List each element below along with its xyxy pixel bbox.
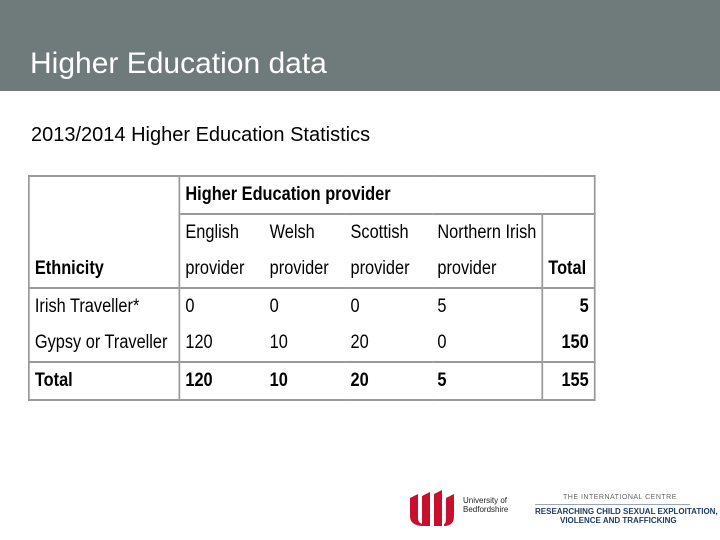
provider-header-scottish-1: Scottish (345, 214, 432, 251)
university-logo-text: University of Bedfordshire (463, 496, 509, 514)
provider-header-northern-irish-1: Northern Irish (432, 214, 542, 251)
cell-value: 0 (265, 288, 346, 325)
centre-logo-line3: VIOLENCE AND TRAFFICKING (560, 516, 677, 525)
cell-value: 10 (265, 325, 346, 362)
cell-value: 5 (432, 288, 542, 325)
cell-value: 120 (179, 325, 264, 362)
table-header-row-group (29, 176, 595, 214)
total-row-label: Total (29, 362, 180, 400)
grand-total: 155 (542, 362, 594, 400)
cell-value: 20 (345, 325, 432, 362)
higher-education-table (28, 175, 596, 401)
total-cell-value: 5 (432, 362, 542, 400)
provider-header-welsh-1: Welsh (265, 214, 346, 251)
row-total: 5 (542, 288, 594, 325)
cell-value: 0 (179, 288, 264, 325)
table-row (29, 325, 595, 362)
provider-header-welsh-2: provider (265, 251, 346, 288)
centre-logo-line2: RESEARCHING CHILD SEXUAL EXPLOITATION, (535, 507, 718, 516)
provider-header-scottish-2: provider (345, 251, 432, 288)
ethnicity-header: Ethnicity (29, 251, 180, 288)
total-cell-value: 20 (345, 362, 432, 400)
provider-header-northern-irish-2: provider (432, 251, 542, 288)
slide-subtitle: 2013/2014 Higher Education Statistics (31, 124, 371, 146)
cell-value: 0 (432, 325, 542, 362)
header-empty-cell (29, 176, 180, 214)
total-header: Total (542, 251, 594, 288)
total-cell-value: 10 (265, 362, 346, 400)
total-cell-value: 120 (179, 362, 264, 400)
slide-title: Higher Education data (30, 47, 327, 80)
table-row (29, 288, 595, 325)
table-header-row-providers-2 (29, 251, 595, 288)
header-empty-cell (29, 214, 180, 251)
row-label: Irish Traveller* (29, 288, 180, 325)
provider-header-english-2: provider (179, 251, 264, 288)
table-total-row (29, 362, 595, 400)
row-label: Gypsy or Traveller (29, 325, 180, 362)
cell-value: 0 (345, 288, 432, 325)
total-header-spacer (542, 214, 594, 251)
footer-logos (408, 484, 718, 530)
provider-group-header: Higher Education provider (179, 176, 594, 214)
centre-logo-line1: THE INTERNATIONAL CENTRE (563, 494, 677, 501)
title-bar (0, 0, 720, 91)
provider-header-english-1: English (179, 214, 264, 251)
table-header-row-providers-1 (29, 214, 595, 251)
centre-logo-divider (535, 504, 690, 505)
row-total: 150 (542, 325, 594, 362)
university-logo-mark (408, 488, 458, 526)
